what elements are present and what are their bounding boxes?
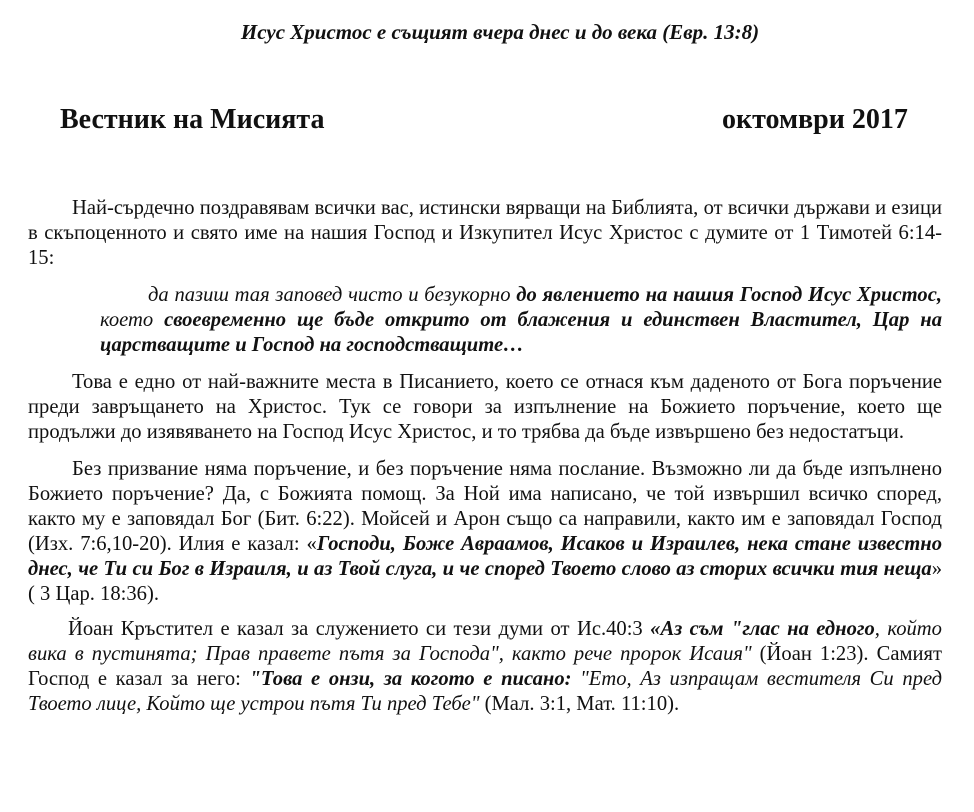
reference: (Мал. 3:1, Мат. 11:10). (479, 693, 680, 715)
paragraph-text: Без призвание няма поръчение, и без поръчение няма послание. Възможно ли да бъде изпълнено Божието поръчение? Да, с Божията помощ. За Ной има написано, че той извършил всичко според, както му е заповядал Бог (Бит. 6:22). Мойсей и Арон също са направили, както им е заповядал Господ (Изх. 7:6,10-20). Илия е казал: « (28, 458, 942, 555)
quote-emphasis: своевременно ще бъде открито от блажения и единствен Властител, Цар на царстващите и Господ на господстващите… (100, 309, 942, 356)
newsletter-title: Вестник на Мисията (60, 104, 325, 135)
john-quote: , който вика в пустинята; Прав правете пътя за Господа", както рече пророк Исаия" (28, 618, 942, 665)
paragraph-text: Йоан Кръстител е казал за служението си тези думи от Ис.40:3 (68, 618, 651, 640)
elijah-quote: Господи, Боже Авраамов, Исаков и Израилев, нека стане известно днес, че Ти си Бог в Израиля, и аз Твой слуга, и че според Твоето слово аз сторих всички тия неща (28, 533, 942, 580)
quote-text: да пазиш тая заповед чисто и безукорно (148, 284, 517, 306)
paragraph-text: (Йоан 1:23). Самият Господ е казал за него: (28, 643, 942, 690)
scripture-quote (28, 283, 942, 358)
paragraph-john (28, 617, 942, 717)
reference: » ( 3 Цар. 18:36). (28, 558, 942, 605)
malachi-quote: "Ето, Аз изпращам вестителя Си пред Твоето лице, Който ще устрои пътя Ти пред Тебе" (28, 668, 942, 715)
motto: Исус Христос е същият вчера днес и до века (Евр. 13:8) (240, 20, 760, 44)
issue-date: октомври 2017 (722, 104, 908, 135)
article-body (28, 196, 942, 729)
john-quote-emphasis: «Аз съм "глас на едного (650, 618, 875, 640)
paragraph-commission: Това е едно от най-важните места в Писанието, което се отнася към даденото от Бога поръчение преди завръщането на Христос. Тук се говори за изпълнение на Божието поръчение, което ще продължи до изявяването на Господ Исус Христос, и то трябва да бъде извършено без недостатъци. (28, 371, 942, 443)
quote-emphasis: до явлението на нашия Господ Исус Христос, (516, 284, 942, 306)
quote-text: което (100, 309, 165, 331)
paragraph-calling (28, 457, 942, 607)
paragraph-greeting: Най-сърдечно поздравявам всички вас, истински вярващи на Библията, от всички държави и езици в скъпоценното и свято име на нашия Господ и Изкупител Исус Христос с думите от 1 Тимотей 6:14-15: (28, 197, 942, 269)
lord-quote-emphasis: "Това е онзи, за когото е писано: (249, 668, 572, 690)
